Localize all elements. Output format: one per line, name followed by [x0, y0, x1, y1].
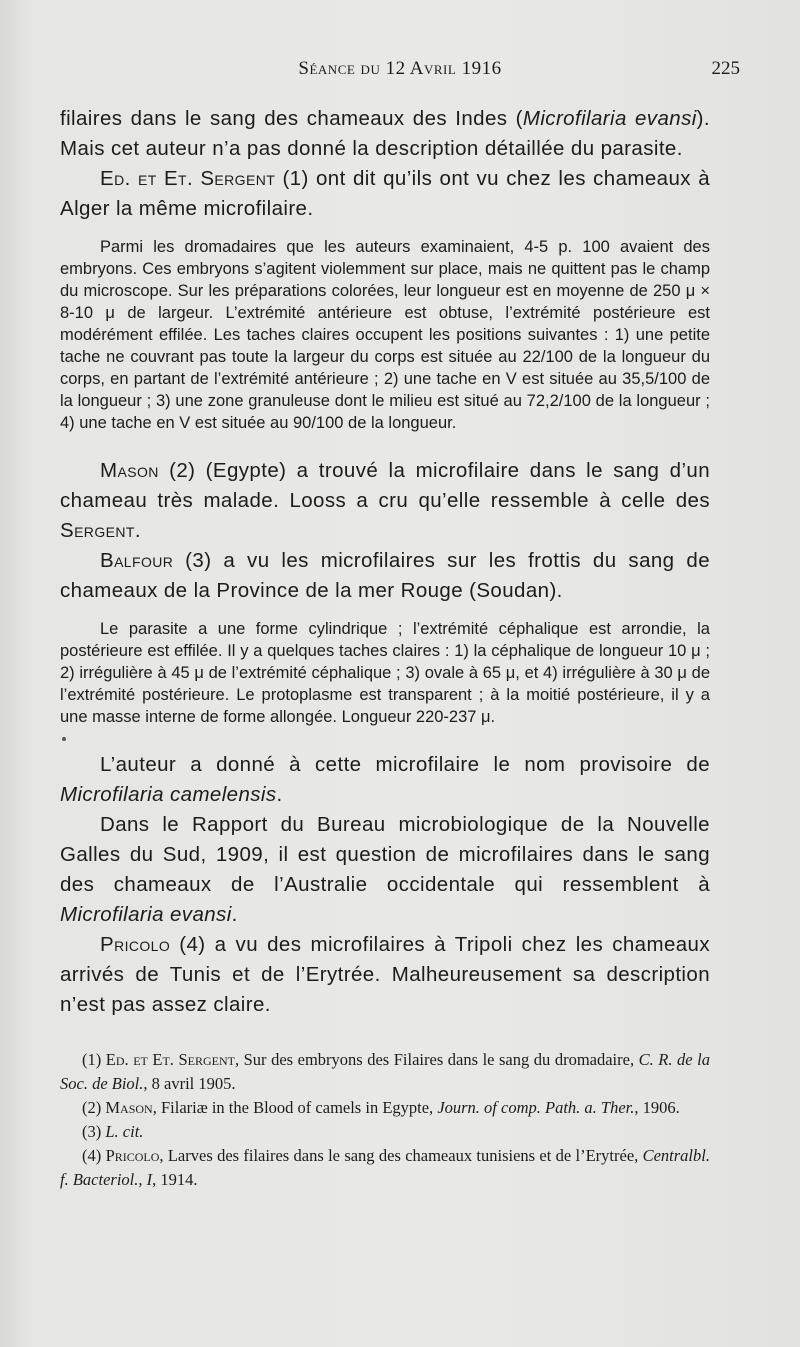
- species-name: Microfilaria evansi: [60, 903, 232, 926]
- text-run: (3) a vu les microfilaires sur les frottis du sang de chameaux de la Province de la mer Rouge (Soudan).: [60, 549, 710, 602]
- text-run: Le parasite a une forme cylindrique ; l’extrémité céphalique est arrondie, la postérieure est effilée. Il y a quelques taches claires : 1) la céphalique de longueur 10 μ ; 2) irrégulière à 45 μ de l’extrémité céphalique ; 3) ovale à 65 μ, et 4) irrégulière à 30 μ de l’extrémité postérieure. Le protoplasme est transparent ; à la moitié postérieure, il y a une masse interne de forme allongée. Longueur 220-237 μ.: [60, 620, 710, 726]
- paragraph-7: [60, 750, 710, 810]
- author-name: Sergent: [60, 519, 135, 542]
- footnote-3: [60, 1120, 710, 1144]
- journal-name: L. cit.: [105, 1122, 144, 1141]
- paragraph-5: [60, 546, 710, 606]
- paragraph-6-quote: [60, 618, 710, 728]
- page-number: 225: [711, 58, 740, 79]
- author-name: Pricolo: [100, 933, 171, 956]
- footnote-1: [60, 1048, 710, 1096]
- footnote-marker: (3): [82, 1122, 106, 1141]
- text-run: Dans le Rapport du Bureau microbiologique de la Nouvelle Galles du Sud, 1909, il est question de microfilaires dans le sang des chameaux de l’Australie occidentale qui ressemblent à: [60, 813, 710, 896]
- running-head-title: Séance du 12 Avril 1916: [298, 58, 502, 79]
- running-head: [60, 58, 740, 88]
- text-run: (4) a vu des microfilaires à Tripoli chez les chameaux arrivés de Tunis et de l’Erytrée. Malheureusement sa description n’est pas assez claire.: [60, 933, 710, 1016]
- text-run: ). Mais cet auteur n’a pas donné la description détaillée du parasite.: [60, 107, 710, 160]
- text-run: , Filariæ in the Blood of camels in Egypte,: [152, 1098, 438, 1117]
- body-text: [60, 104, 710, 1192]
- author-name: Balfour: [100, 549, 174, 572]
- text-run: L’auteur a donné à cette microfilaire le nom provisoire de: [100, 753, 710, 776]
- text-run: , 8 avril 1905.: [143, 1074, 236, 1093]
- author-name: Mason: [105, 1098, 153, 1117]
- text-run: , Sur des embryons des Filaires dans le sang du dromadaire,: [234, 1050, 639, 1069]
- paragraph-8: [60, 810, 710, 930]
- text-run: Parmi les dromadaires que les auteurs examinaient, 4-5 p. 100 avaient des embryons. Ces embryons s’agitent violemment sur place, mais ne quittent pas le champ du microscope. Sur les préparations colorées, leur longueur est en moyenne de 250 μ × 8-10 μ de largeur. L’extrémité antérieure est obtuse, l’extrémité postérieure est modérément effilée. Les taches claires occupent les positions suivantes : 1) une petite tache ne couvrant pas toute la largeur du corps est située au 22/100 de la longueur du corps, en partant de l’extrémité antérieure ; 2) une tache en V est située au 35,5/100 de la longueur ; 3) une zone granuleuse dont le milieu est situé au 72,2/100 de la longueur ; 4) une tache en V est située au 90/100 de la longueur.: [60, 238, 710, 432]
- footnote-2: [60, 1096, 710, 1120]
- journal-name: Centralbl. f. Bacteriol., I: [60, 1146, 710, 1189]
- species-name: Microfilaria evansi: [522, 107, 697, 130]
- journal-name: C. R. de la Soc. de Biol.: [60, 1050, 710, 1093]
- paragraph-3-quote: [60, 236, 710, 434]
- text-run: (1) ont dit qu’ils ont vu chez les chameaux à Alger la même microfilaire.: [60, 167, 710, 220]
- author-name: Pricolo: [105, 1146, 160, 1165]
- species-name: Microfilaria camelensis: [60, 783, 277, 806]
- paragraph-1: [60, 104, 710, 164]
- text-run: , Larves des filaires dans le sang des chameaux tunisiens et de l’Erytrée,: [159, 1146, 643, 1165]
- paragraph-2: [60, 164, 710, 224]
- footnotes: [60, 1048, 710, 1192]
- text-run: (2) (Egypte) a trouvé la microfilaire dans le sang d’un chameau très malade. Looss a cru qu’elle ressemble à celle des: [60, 459, 710, 512]
- text-run: .: [276, 783, 283, 806]
- text-run: filaires dans le sang des chameaux des Indes (: [60, 107, 523, 130]
- author-name: Ed. et Et. Sergent: [100, 167, 276, 190]
- text-run: .: [231, 903, 238, 926]
- footnote-marker: (1): [82, 1050, 106, 1069]
- author-name: Ed. et Et. Sergent: [105, 1050, 235, 1069]
- text-run: , 1914.: [152, 1170, 198, 1189]
- paragraph-9: [60, 930, 710, 1020]
- author-name: Mason: [100, 459, 159, 482]
- text-run: , 1906.: [634, 1098, 680, 1117]
- paragraph-4: [60, 456, 710, 546]
- footnote-marker: (2): [82, 1098, 106, 1117]
- journal-name: Journ. of comp. Path. a. Ther.: [437, 1098, 635, 1117]
- footnote-marker: (4): [82, 1146, 106, 1165]
- footnote-4: [60, 1144, 710, 1192]
- text-run: .: [134, 519, 141, 542]
